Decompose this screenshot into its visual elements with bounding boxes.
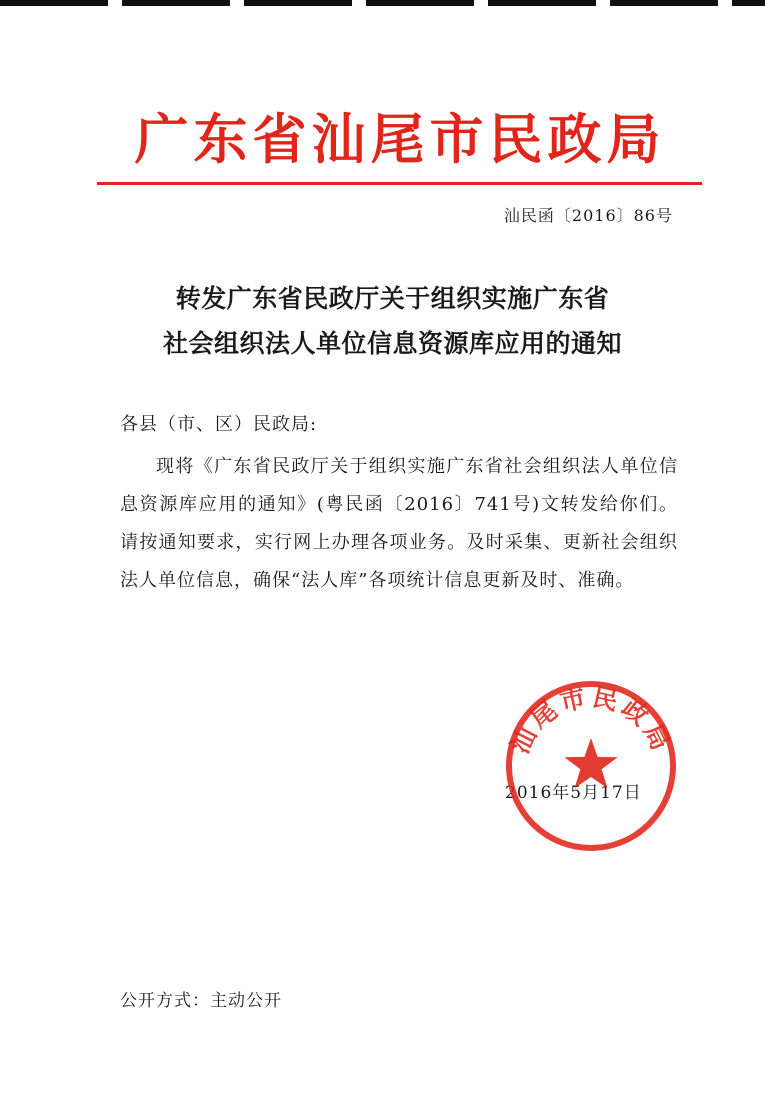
disclosure-method: 公开方式：主动公开 [120,991,282,1011]
document-number: 汕民函〔2016〕86号 [503,206,673,225]
scan-top-edge [0,0,765,6]
addressee: 各县（市、区）民政局: [120,414,318,435]
document-title-line-2: 社会组织法人单位信息资源库应用的通知 [162,329,622,358]
document-title [60,276,725,366]
body-paragraph: 现将《广东省民政厅关于组织实施广东省社会组织法人单位信息资源库应用的通知》(粤民函〔2016〕741号)文转发给你们。请按通知要求，实行网上办理各项业务。及时采集、更新社会组织法人单位信息，确保“法人库”各项统计信息更新及时、准确。 [120,456,678,591]
seal-text: 汕尾市民政局 [505,682,677,759]
signature-date: 2016年5月17日 [505,783,642,803]
document-title-line-1: 转发广东省民政厅关于组织实施广东省 [175,284,610,313]
letterhead-title: 广东省汕尾市民政局 [134,108,666,171]
official-seal-icon [505,680,677,852]
letterhead-red-rule [97,182,702,185]
